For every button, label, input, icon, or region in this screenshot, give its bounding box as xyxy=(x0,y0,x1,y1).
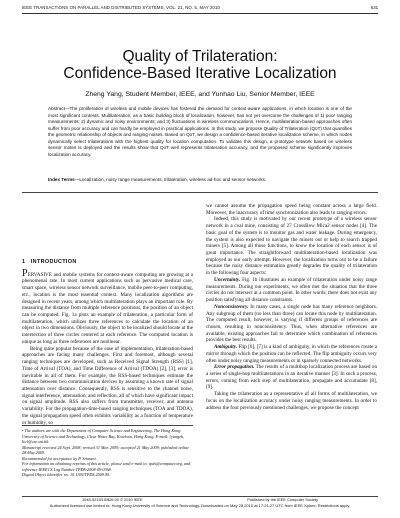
paper-title xyxy=(0,48,400,82)
section-heading xyxy=(22,259,193,266)
footer-issn: 1045-9219/10/$26.00 © 2010 IEEE xyxy=(82,497,143,502)
title-line-2: Confidence-Based Iterative Localization xyxy=(63,65,337,82)
abstract-divider xyxy=(22,192,378,193)
left-column xyxy=(22,203,193,426)
section-number: 1 xyxy=(22,259,26,265)
right-paragraph-1: we cannot assume the propagation speed being constant across a large field. Moreover, the inaccuracy of time synchronization also leads to ranging errors. xyxy=(206,203,377,216)
intro-paragraph-2: Being quite popular because of the ease of implementation, trilateration-based approaches are facing many challenges. First and foremost, although several ranging techniques are developed, such as Received Signal Strength (RSS) [1], Time of Arrival (TOA), and Time Difference of Arrival (TDOA) [2], [3], error is inevitable in all of them. For example, the RSS-based techniques estimate the distance between two communication devices by assuming a known rate of signal attenuation over distance. Consequently, RSS is sensitive to the channel noise, signal interference, attenuation, and reflection, all of which have significant impact on signal amplitude. RSS also suffers from transmitter, receiver, and antenna variability. For the propagation-time-based ranging techniques (TOA and TDOA), the signal propagation speed often exhibits variability as a function of temperature or humidity, so xyxy=(22,345,193,426)
index-terms-text: —Localization, noisy range measurements, trilateration, wireless ad-hoc and sensor networks. xyxy=(74,177,267,182)
running-header xyxy=(22,5,378,14)
footnote-bullet: • xyxy=(22,428,24,433)
footer-divider xyxy=(22,496,378,497)
footer-publisher: Published by the IEEE Computer Society xyxy=(247,497,318,502)
authors-line: Zheng Yang, Student Member, IEEE, and Yunhao Liu, Senior Member, IEEE xyxy=(85,91,315,98)
aspect-ambiguity: Ambiguity. Flip [6], [7] is a kind of ambiguity, in which the references create a mirror through which the position can be reflected. The flip ambiguity occurs very often under noisy ranging measurements or in sparsely connected networks. xyxy=(206,344,377,364)
intro-paragraph-1: PERVASIVE and mobile systems for context-aware computing are growing at a phenomenal rate. In most current applications such as pervasive medical care, smart space, wireless sensor network surveillance, mobile peer-to-peer computing, etc., location is the most essential context. Many localization algorithms are designed in recent years, among which multilateration plays an important role. By measuring the distance from multiple reference positions, the position of an object can be computed. Fig. 1a plots an example of trilateration, a particular form of multilateration, which utilizes three references to calculate the location of an object in two dimensions. Obviously, the object to be localized should locate at the intersection of three circles centered at each reference. The computed location is unique as long as three references are nonlinear. xyxy=(22,267,193,345)
footnote xyxy=(22,428,193,478)
right-paragraph-2: Indeed, this study is motivated by our recent prototype of a wireless sensor network in a coal mine, consisting of 27 CrossBow Mica2 sensor nodes [4]. The basic goal of the system is to monitor gas and water leakage. During emergency, the system is also expected to navigate the miners out or help to search trapped miners [5]. Among all those functions, to know the location of each sensor is of great importance. The straightforward multilateration-based localization was employed as our early attempt. However, the localization turns out to be a failure because the noisy distance estimation greatly degrades the quality of trilateration in the following four aspects: xyxy=(206,216,377,277)
page-number: 631 xyxy=(370,5,378,10)
section-title: INTRODUCTION xyxy=(30,259,77,265)
drop-cap: P xyxy=(22,267,28,279)
index-terms-label: Index Terms xyxy=(48,177,75,182)
abstract: Abstract—The proliferation of wireless and mobile devices has fostered the demand for context-aware applications, in which location is one of the most significant contexts. Multilateration, as a basic building block of localization, however, has not yet overcome the challenges of 1) poor ranging measurements; 2) dynamic and noisy environments; and 3) fluctuations in wireless communications. Hence, multilateration-based approaches often suffer from poor accuracy and can hardly be employed in practical applications. In this study, we propose Quality of Trilateration (QoT) that quantifies the geometric relationship of objects and ranging noises. Based on QoT, we design a confidence-based iterative localization scheme, in which nodes dynamically select trilaterations with the highest quality for location computation. To validate this design, a prototype network based on wireless sensor motes is deployed and the results show that QoT well represents trilateration accuracy, and the proposed scheme significantly improves localization accuracy. xyxy=(48,106,352,157)
journal-name: IEEE TRANSACTIONS ON PARALLEL AND DISTRIBUTED SYSTEMS, VOL. 21, NO. 5, MAY 2010 xyxy=(22,5,220,10)
footnote-affiliation: The authors are with the Department of Computer Science and Engineering, The Hong Kong University of Science and Technology, Clear Water Bay, Kowloon, Hong Kong. E-mail: {yangzh, liu}@cse.ust.hk. xyxy=(22,428,184,444)
aspect-uncertainty: Uncertainty. Fig. 1b illustrates an example of trilateration under noisy range measurements. During our experiments, we often met the situation that the three circles do not intersect at a common point. In other words, there does not exist any position satisfying all distance constraints. xyxy=(206,276,377,304)
index-terms xyxy=(48,177,352,184)
footnote-manuscript-info: Manuscript received 24 Sept. 2008; revised 31 Mar. 2009; accepted 21 May 2009; published online 28 May 2009. Recommended for acceptance by P. Srimani. For information on obtaining reprints of this article, please send e-mail to: tpds@computer.org, and reference IEEECS Log Number TPDS-2008-09-0368. Digital Object Identifier no. 10.1109/TPDS.2009.90. xyxy=(22,444,191,477)
right-column xyxy=(206,203,377,411)
aspect-nonconsistency: Nonconsistency. In many cases, a single node has many reference neighbors. Any subgroup of them (no less than three) can locate this node by multilateration. The computed result, however, is varying if different groups of references are chosen, resulting in nonconsistency. Thus, when alternative references are available, existing approaches fail to determine which combination of references provides the best results. xyxy=(206,303,377,344)
right-paragraph-3: Taking the trilateration as a representative of all forms of multilateration, we focus on the localization accuracy under noisy ranging measurements. In order to address the four previously mentioned challenges, we propose the concept xyxy=(206,391,377,411)
aspect-error-propagation: Error propagation. The results of a multihop localization process are based on a series of single-hop multilaterations in an iterative manner [3]. In such a process, errors, coming from each step of multilateration, propagate and accumulate [8], [9]. xyxy=(206,364,378,391)
footer-license: Authorized licensed use limited to: Hong Kong University of Science and Technology. Downloaded on May 28,2010 at 17:21:27 UTC from IEEE Xplore. Restrictions apply. xyxy=(49,503,351,508)
title-line-1: Quality of Trilateration: xyxy=(122,48,278,65)
footnote-divider xyxy=(22,425,193,426)
